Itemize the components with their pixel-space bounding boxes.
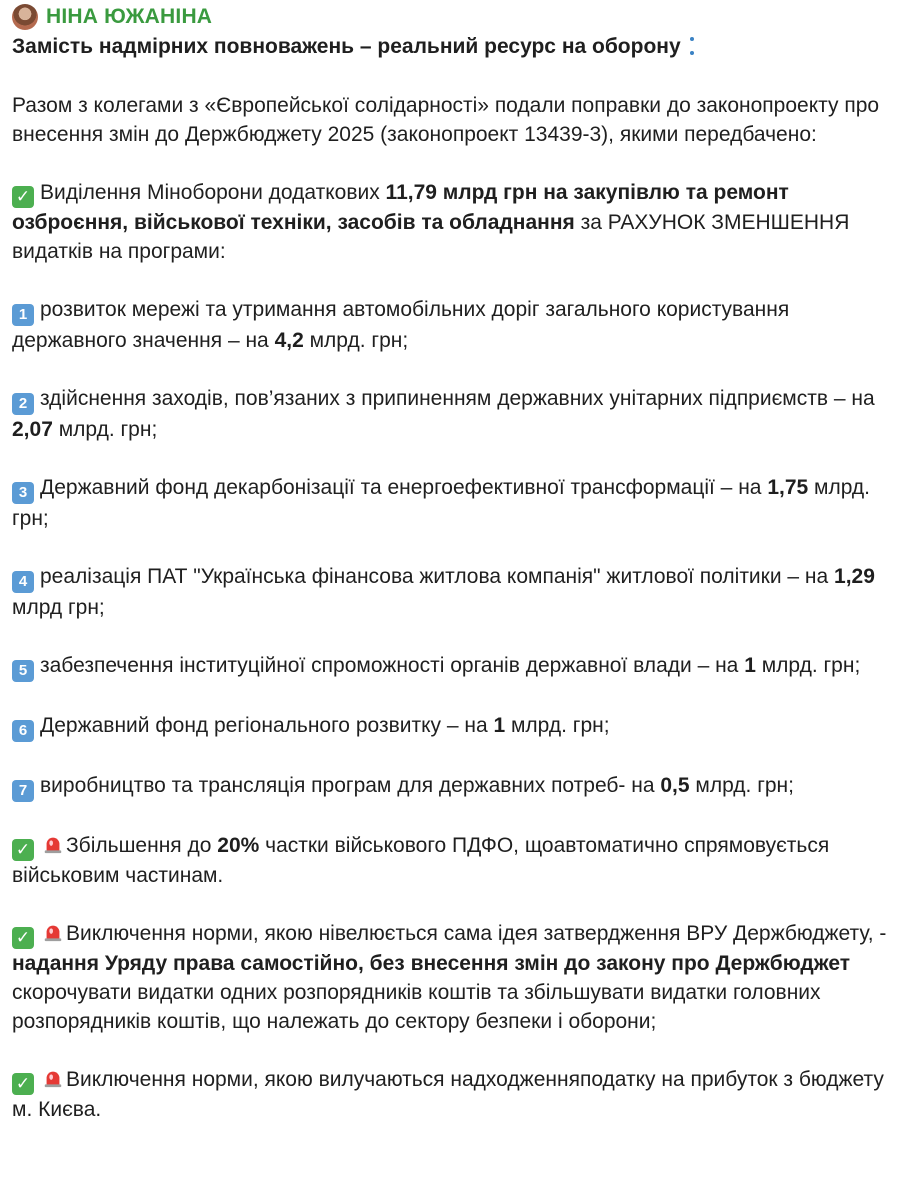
- number-2-icon: 2: [12, 393, 34, 415]
- program-text: Державний фонд регіонального розвитку – на: [40, 714, 494, 737]
- check-mark-icon: ✓: [12, 186, 34, 208]
- author-name[interactable]: НІНА ЮЖАНІНА: [46, 5, 213, 28]
- pdfo-item-paragraph: [12, 831, 894, 890]
- program-unit: млрд. грн;: [52, 418, 158, 441]
- kyiv-text: Виключення норми, якою вилучаються надходженняподатку на прибуток з бюджету м. Києва.: [12, 1068, 884, 1121]
- vertical-dots-icon: [687, 33, 697, 59]
- program-item: [12, 384, 894, 444]
- program-unit: млрд. грн;: [303, 329, 409, 352]
- program-amount: 1: [744, 654, 756, 677]
- program-amount: 1,75: [767, 476, 809, 499]
- program-unit: млрд грн;: [12, 596, 105, 619]
- check-mark-icon: ✓: [12, 1073, 34, 1095]
- intro-paragraph: Разом з колегами з «Європейської солідарності» подали поправки до законопроекту про внесення змін до Держбюджету 2025 (законопроект 13439-3), якими передбачено:: [12, 94, 880, 146]
- program-text: здійснення заходів, пов’язаних з припиненням державних унітарних підприємств – на: [40, 387, 875, 410]
- pdfo-pre: Збільшення до: [66, 834, 218, 857]
- program-amount: 1: [493, 714, 506, 737]
- main-item-pre: Виділення Міноборони додаткових: [40, 181, 386, 204]
- post-headline: [12, 33, 894, 61]
- program-unit: млрд. грн;: [12, 476, 870, 530]
- norm-post: скорочувати видатки одних розпорядників коштів та збільшувати видатки головних розпорядників коштів, що належать до сектору безпеки і оборони;: [12, 981, 821, 1033]
- program-item: [12, 711, 894, 742]
- number-3-icon: 3: [12, 482, 34, 504]
- number-6-icon: 6: [12, 720, 34, 742]
- siren-icon: [42, 833, 64, 855]
- program-unit: млрд. грн;: [689, 774, 794, 797]
- kyiv-item-paragraph: [12, 1065, 894, 1124]
- check-mark-icon: ✓: [12, 839, 34, 861]
- siren-icon: [42, 921, 64, 943]
- pdfo-post: частки військового ПДФО, щоавтоматично спрямовується військовим частинам.: [12, 834, 830, 887]
- program-item: [12, 473, 894, 533]
- program-unit: млрд. грн;: [755, 654, 861, 677]
- author-row: [12, 2, 894, 32]
- program-text: реалізація ПАТ "Українська фінансова житлова компанія" житлової політики – на: [40, 565, 835, 588]
- program-amount: 1,29: [834, 565, 875, 588]
- check-mark-icon: ✓: [12, 927, 34, 949]
- program-text: виробництво та трансляція програм для державних потреб- на: [40, 774, 661, 797]
- norm-item-paragraph: [12, 919, 894, 1036]
- program-amount: 4,2: [274, 329, 304, 352]
- program-item: [12, 562, 894, 622]
- program-amount: 2,07: [12, 418, 53, 441]
- post-body: [12, 91, 894, 1124]
- number-7-icon: 7: [12, 780, 34, 802]
- norm-pre: Виключення норми, якою нівелюється сама ідея затвердження ВРУ Держбюджету, -: [66, 922, 887, 945]
- program-text: Державний фонд декарбонізації та енергоефективної трансформації – на: [40, 476, 768, 499]
- main-item-paragraph: [12, 178, 894, 266]
- pdfo-bold: 20%: [217, 834, 260, 857]
- program-unit: млрд. грн;: [505, 714, 610, 737]
- number-4-icon: 4: [12, 571, 34, 593]
- program-amount: 0,5: [660, 774, 690, 797]
- program-item: [12, 771, 894, 802]
- program-text: забезпечення інституційної спроможності органів державної влади – на: [40, 654, 745, 677]
- program-item: [12, 651, 894, 682]
- siren-icon: [42, 1067, 64, 1089]
- avatar[interactable]: [12, 4, 38, 30]
- program-text: розвиток мережі та утримання автомобільних доріг загального користування державного значення – на: [12, 298, 790, 352]
- norm-bold: надання Уряду права самостійно, без внесення змін до закону про Держбюджет: [12, 952, 851, 975]
- program-item: [12, 295, 894, 355]
- number-1-icon: 1: [12, 304, 34, 326]
- main-item-post: за РАХУНОК ЗМЕНШЕННЯ видатків на програми:: [12, 211, 850, 263]
- headline-text: Замість надмірних повноважень – реальний ресурс на оборону: [12, 35, 681, 58]
- main-item-bold: 11,79 млрд грн на закупівлю та ремонт озброєння, військової техніки, засобів та обладнання: [12, 181, 789, 234]
- number-5-icon: 5: [12, 660, 34, 682]
